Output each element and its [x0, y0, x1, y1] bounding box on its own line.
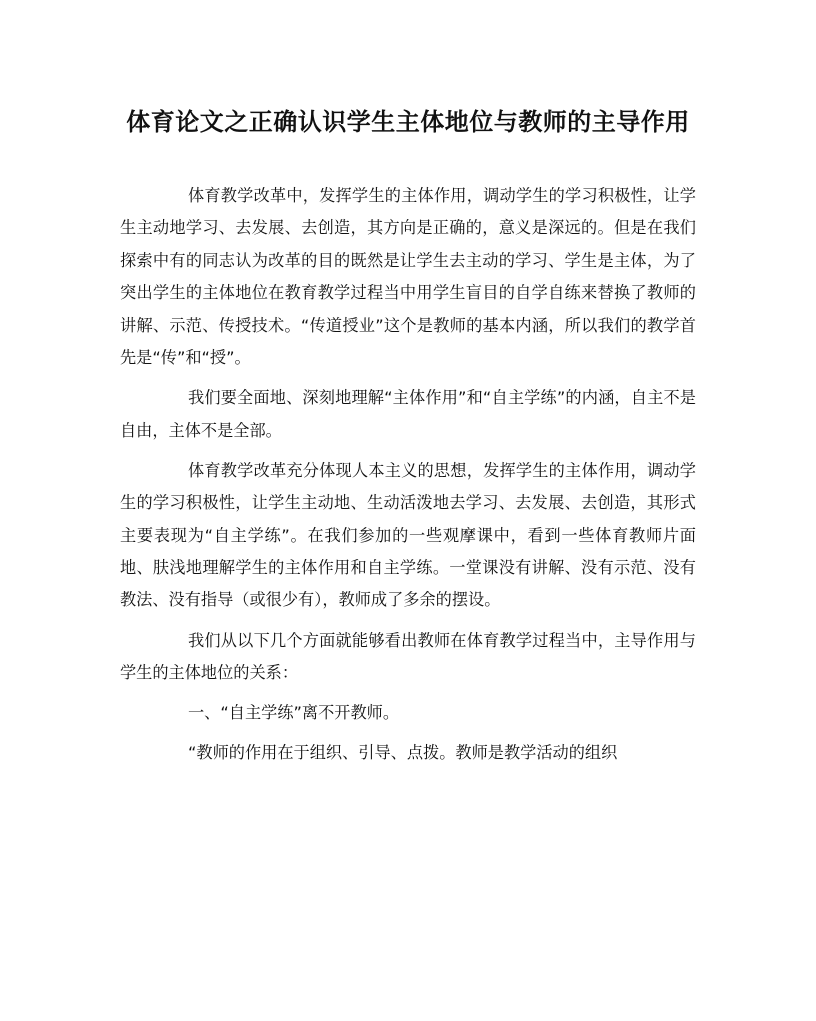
paragraph-5: “教师的作用在于组织、引导、点拨。教师是教学活动的组织 [188, 743, 618, 763]
paragraph-2: 我们要全面地、深刻地理解“主体作用”和“自主学练”的内涵，自主不是自由，主体不是全部。 [120, 388, 696, 440]
paragraph-4: 我们从以下几个方面就能够看出教师在体育教学过程当中，主导作用与学生的主体地位的关系： [120, 630, 696, 683]
document-title: 体育论文之正确认识学生主体地位与教师的主导作用 [126, 107, 690, 136]
section-heading-1: 一、“自主学练”离不开教师。 [188, 703, 400, 723]
paragraph-1: 体育教学改革中，发挥学生的主体作用，调动学生的学习积极性，让学生主动地学习、去发展、去创造，其方向是正确的，意义是深远的。但是在我们探索中有的同志认为改革的目的既然是让学生去主动的学习、学生是主体，为了突出学生的主体地位在教育教学过程当中用学生盲目的自学自练来替换了教师的讲解、示范、传授技术。“传道授业”这个是教师的基本内涵，所以我们的教学首先是“传”和“授”。 [120, 186, 696, 368]
document-body [120, 180, 696, 778]
paragraph-3: 体育教学改革充分体现人本主义的思想，发挥学生的主体作用，调动学生的学习积极性，让学生主动地、生动活泼地去学习、去发展、去创造，其形式主要表现为“自主学练”。在我们参加的一些观摩课中，看到一些体育教师片面地、肤浅地理解学生的主体作用和自主学练。一堂课没有讲解、没有示范、没有教法、没有指导（或很少有），教师成了多余的摆设。 [120, 460, 696, 610]
